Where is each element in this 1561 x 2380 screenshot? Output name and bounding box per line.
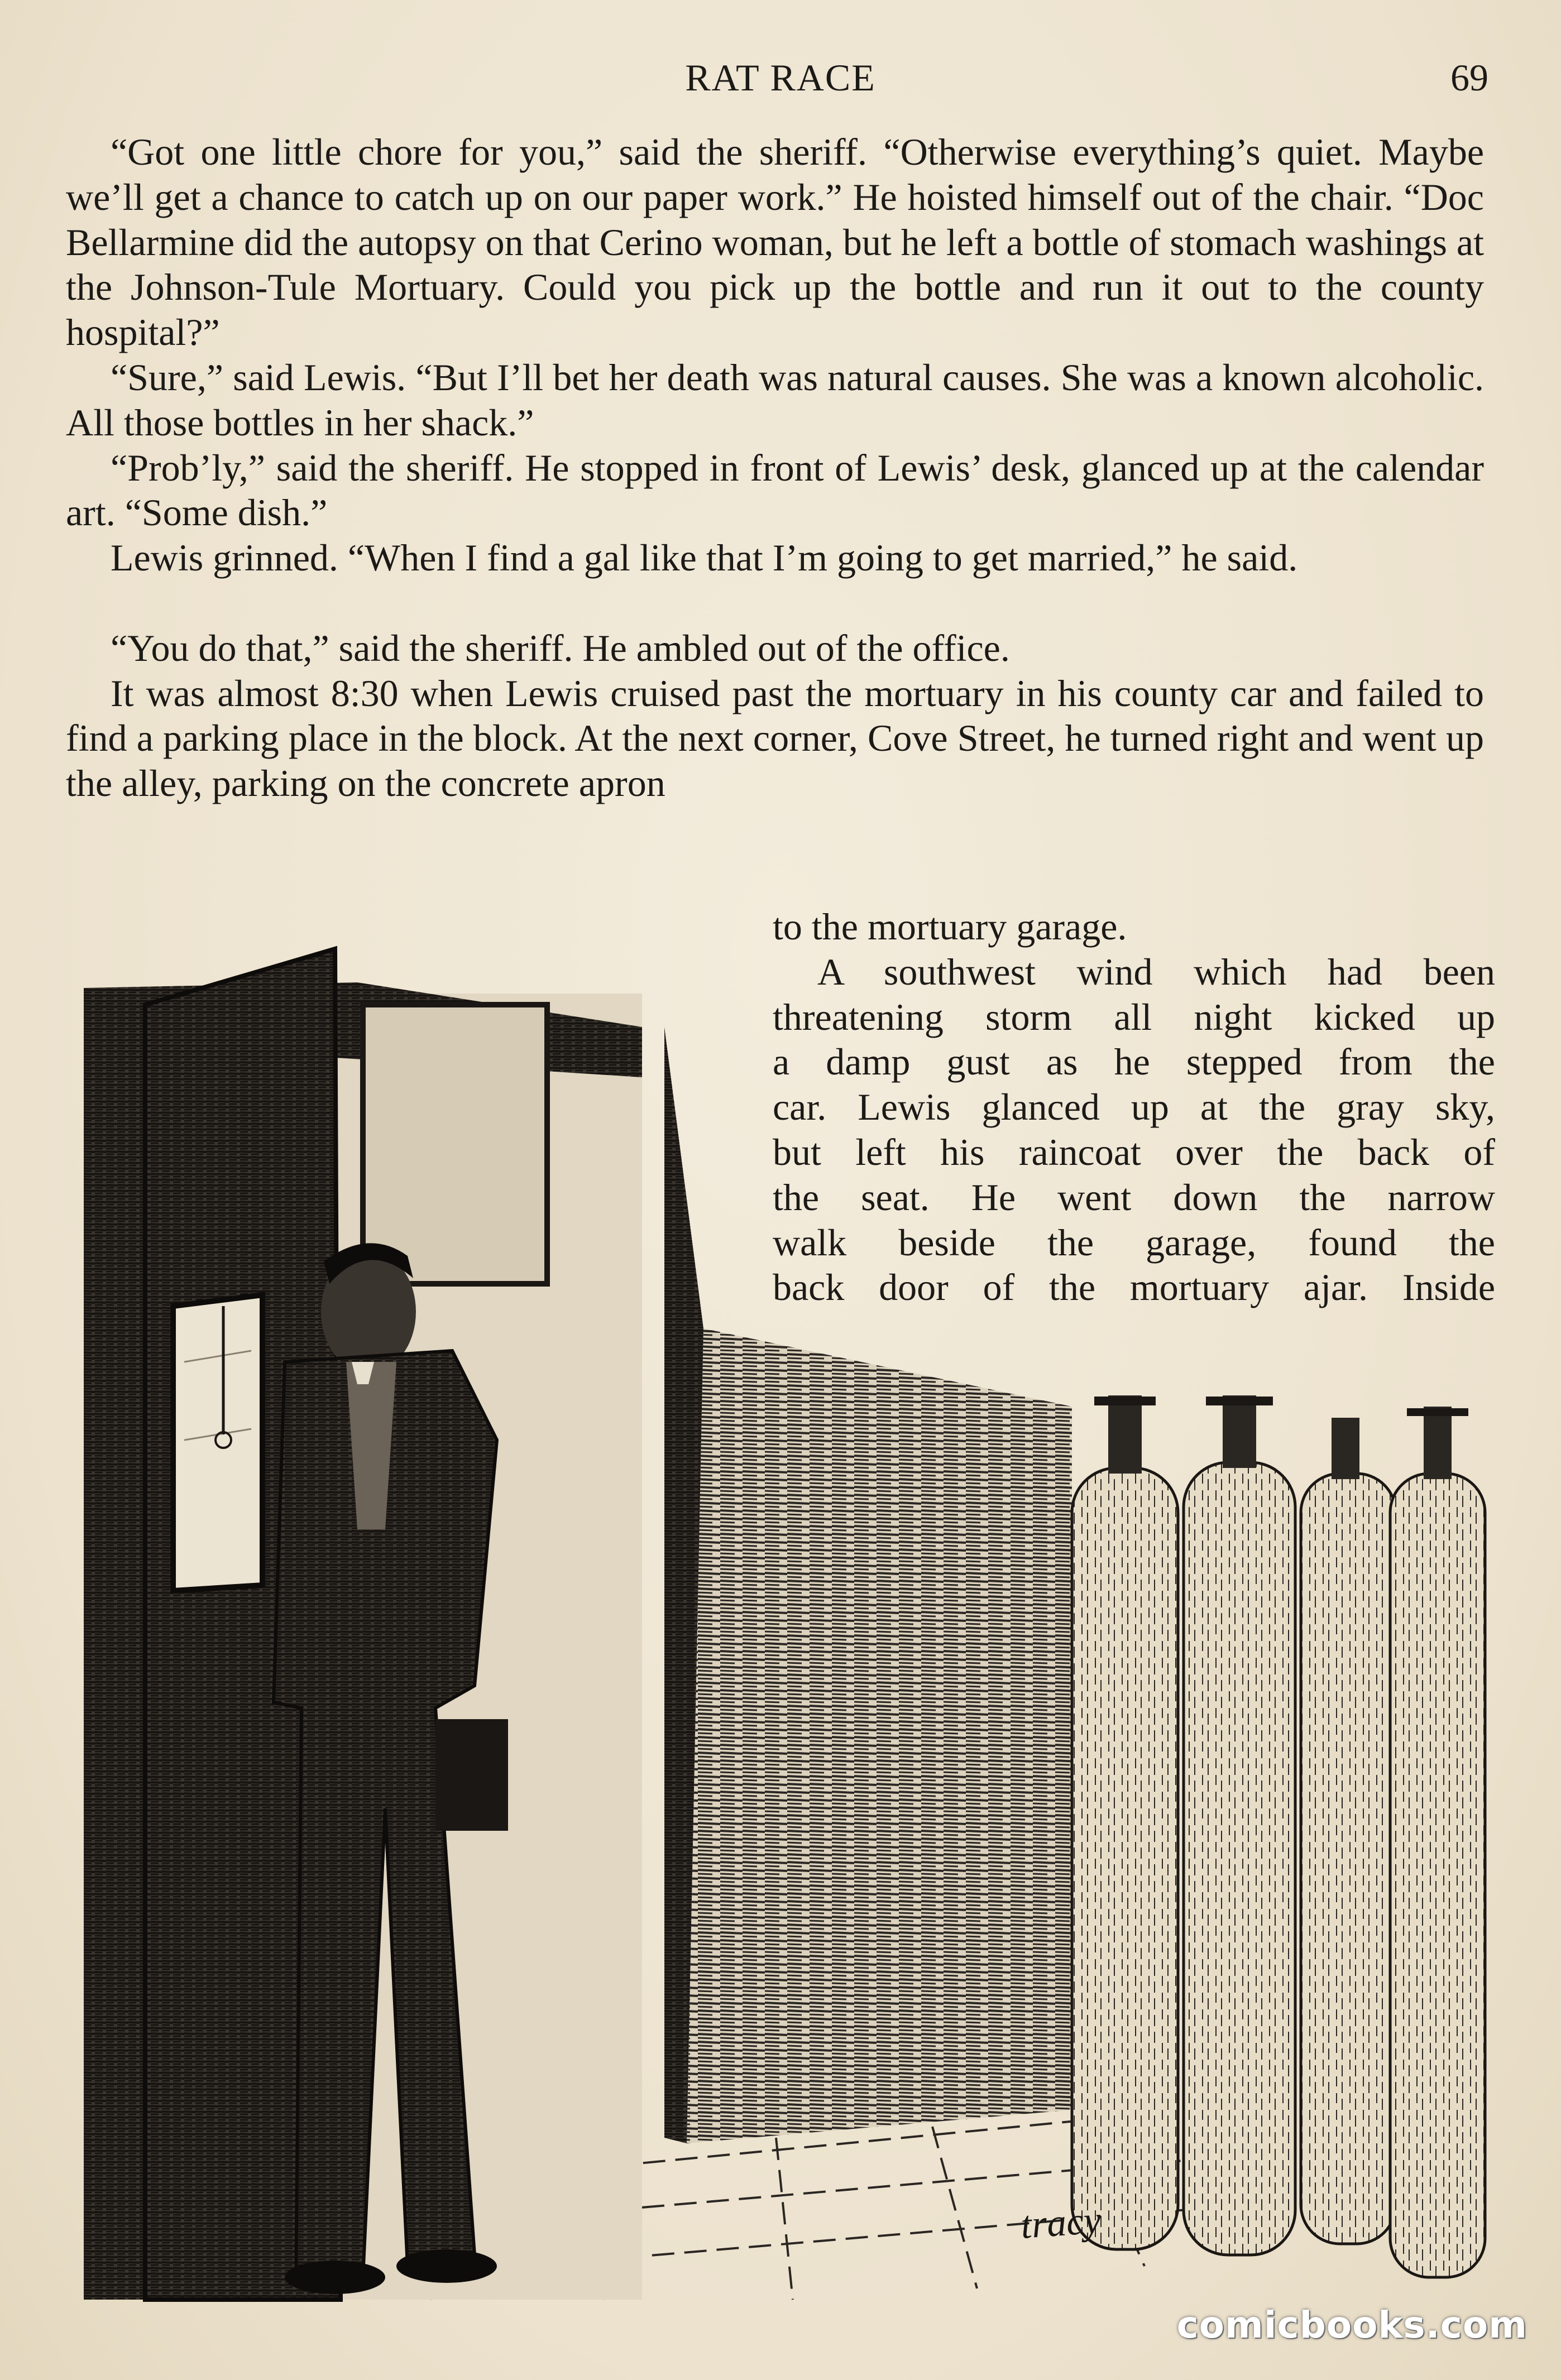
column-line: to the mortuary garage. bbox=[773, 905, 1127, 948]
illustration bbox=[73, 938, 1502, 2311]
column-line: car. Lewis glanced up at the gray sky, bbox=[773, 1086, 1495, 1129]
page-number: 69 bbox=[1450, 56, 1488, 99]
body-text bbox=[66, 129, 1484, 806]
paragraph: “Prob’ly,” said the sheriff. He stopped in front of Lewis’ desk, glanced up at the calendar art. “Some dish.” bbox=[66, 446, 1484, 534]
column-line: back door of the mortuary ajar. Inside bbox=[773, 1266, 1495, 1309]
gas-cylinder bbox=[1390, 1407, 1485, 2277]
column-line: a damp gust as he stepped from the bbox=[773, 1040, 1495, 1083]
gas-cylinder bbox=[1184, 1395, 1295, 2255]
column-line: walk beside the garage, found the bbox=[773, 1221, 1495, 1264]
paragraph: “You do that,” said the sheriff. He ambled out of the office. bbox=[111, 626, 1010, 669]
column-line: but left his raincoat over the back of bbox=[773, 1130, 1495, 1173]
paragraph: It was almost 8:30 when Lewis cruised past the mortuary in his county car and failed to find a parking place in the block. At the next corner, Cove Street, he turned right and went up the alley, parking on the concrete apron bbox=[66, 671, 1484, 805]
paragraph: Lewis grinned. “When I find a gal like that I’m going to get married,” he said. bbox=[111, 536, 1298, 579]
column-line: threatening storm all night kicked up bbox=[773, 995, 1495, 1038]
paragraph: “Sure,” said Lewis. “But I’ll bet her death was natural causes. She was a known alcoholic. All those bottles in her shack.” bbox=[66, 356, 1484, 444]
back-wall bbox=[664, 1027, 1072, 2143]
gas-cylinders bbox=[1072, 1395, 1485, 2277]
artist-signature: tracy bbox=[1019, 2199, 1103, 2247]
column-line: A southwest wind which had been bbox=[817, 950, 1495, 993]
column-line: the seat. He went down the narrow bbox=[773, 1175, 1495, 1218]
gas-cylinder bbox=[1072, 1395, 1178, 2249]
paragraph: “Got one little chore for you,” said the sheriff. “Otherwise everything’s quiet. Maybe we’ll get a chance to catch up on our paper work.” He hoisted himself out of the chair. “Doc Bellarmine did the autopsy on that Cerino woman, but he left a bottle of stomach washings at the Johnson-Tule Mortuary. Could you pick up the bottle and run it out to the county hospital?” bbox=[66, 131, 1485, 354]
running-title: RAT RACE bbox=[685, 56, 876, 99]
watermark: comicbooks.com bbox=[1176, 2304, 1528, 2347]
gas-cylinder bbox=[1301, 1418, 1396, 2244]
